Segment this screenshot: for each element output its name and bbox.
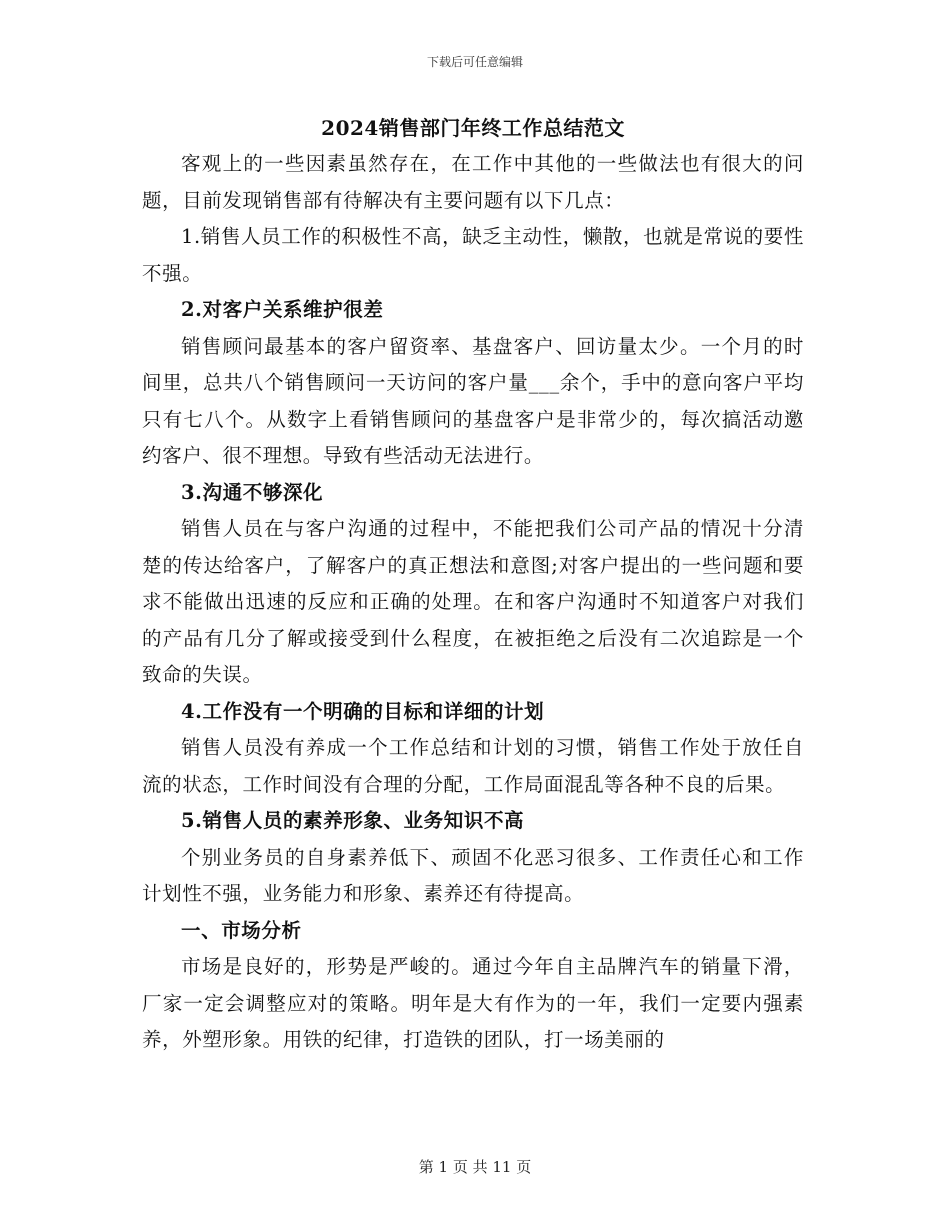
document-body <box>142 112 804 1059</box>
issue-5-heading: 5.销售人员的素养形象、业务知识不高 <box>181 809 525 832</box>
issue-3-heading: 3.沟通不够深化 <box>181 480 324 504</box>
issue-3-paragraph: 销售人员在与客户沟通的过程中，不能把我们公司产品的情况十分清楚的传达给客户，了解客户的真正想法和意图;对客户提出的一些问题和要求不能做出迅速的反应和正确的处理。在和客户沟通时不知道客户对我们的产品有几分了解或接受到什么程度，在被拒绝之后没有二次追踪是一个致命的失误。 <box>142 517 804 686</box>
issue-5-paragraph: 个别业务员的自身素养低下、顽固不化恶习很多、工作责任心和工作计划性不强，业务能力和形象、素养还有待提高。 <box>142 845 804 905</box>
page-number: 第 1 页 共 11 页 <box>418 1158 532 1176</box>
issue-4-paragraph: 销售人员没有养成一个工作总结和计划的习惯，销售工作处于放任自流的状态，工作时间没有合理的分配，工作局面混乱等各种不良的后果。 <box>142 736 804 796</box>
issue-2-paragraph: 销售顾问最基本的客户留资率、基盘客户、回访量太少。一个月的时间里，总共八个销售顾问一天访问的客户量___余个，手中的意向客户平均只有七八个。从数字上看销售顾问的基盘客户是非常少的，每次搞活动邀约客户、很不理想。导致有些活动无法进行。 <box>142 334 804 467</box>
market-analysis-heading: 一、市场分析 <box>181 918 302 942</box>
issue-4-heading: 4.工作没有一个明确的目标和详细的计划 <box>181 699 545 723</box>
issue-2-heading: 2.对客户关系维护很差 <box>181 298 384 321</box>
intro-paragraph: 客观上的一些因素虽然存在，在工作中其他的一些做法也有很大的问题，目前发现销售部有待解决有主要问题有以下几点： <box>142 152 804 212</box>
document-title: 2024销售部门年终工作总结范文 <box>321 116 625 140</box>
issue-1-paragraph: 1.销售人员工作的积极性不高，缺乏主动性，懒散，也就是常说的要性不强。 <box>142 225 804 285</box>
market-analysis-paragraph: 市场是良好的，形势是严峻的。通过今年自主品牌汽车的销量下滑，厂家一定会调整应对的策略。明年是大有作为的一年，我们一定要内强素养，外塑形象。用铁的纪律，打造铁的团队，打一场美丽的 <box>142 955 804 1051</box>
page-header-note: 下载后可任意编辑 <box>426 55 523 69</box>
